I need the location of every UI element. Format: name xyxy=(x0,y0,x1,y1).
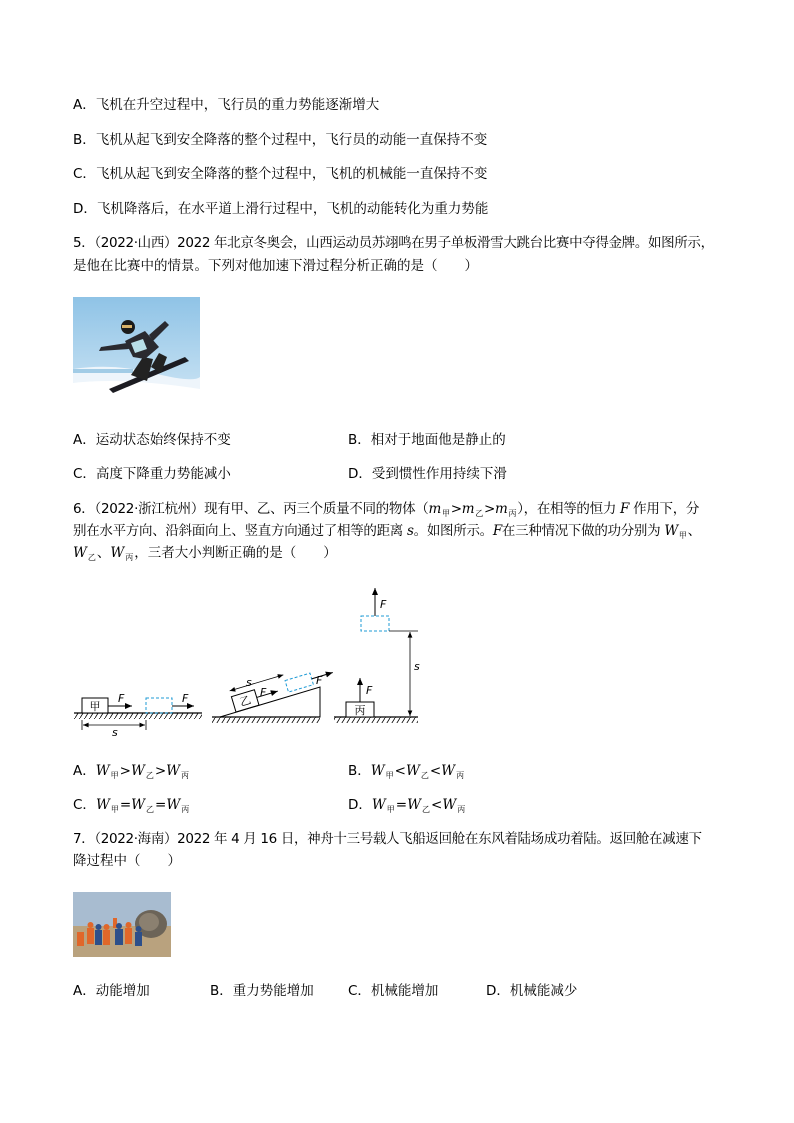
force-label-bing: F xyxy=(366,684,373,697)
q7-option-c: C．机械能增加 xyxy=(348,983,439,999)
label-bing: 丙 xyxy=(354,704,366,717)
dashed-block-bing xyxy=(361,616,389,631)
q5-stem-line1: 5．（2022·山西）2022 年北京冬奥会，山西运动员苏翊鸣在男子单板滑雪大跳台比赛中夺得金牌。如图所示， xyxy=(73,235,714,251)
q4-option-c: C．飞机从起飞到安全降落的整个过程中，飞机的机械能一直保持不变 xyxy=(73,166,488,182)
distance-label-bing: s xyxy=(414,660,420,673)
q5-option-c: C．高度下降重力势能减小 xyxy=(73,466,231,482)
force-label-yi: F xyxy=(260,686,267,699)
q5-option-d: D．受到惯性作用持续下滑 xyxy=(348,466,507,482)
label-jia: 甲 xyxy=(89,700,101,713)
distance-label-jia: s xyxy=(112,726,118,739)
q6-option-a: A．$W_甲>W_乙>W_丙$ xyxy=(73,763,190,780)
q7-option-a: A．动能增加 xyxy=(73,983,150,999)
force-label-jia: F xyxy=(118,692,125,705)
q6-option-b: B．$W_甲<W_乙<W_丙$ xyxy=(348,763,465,780)
dashed-block-jia xyxy=(146,698,172,713)
snowboarder-photo xyxy=(73,297,200,405)
force-label-yi-end: F xyxy=(316,674,323,687)
q7-stem-line1: 7．（2022·海南）2022 年 4 月 16 日，神舟十三号载人飞船返回舱在东风着陆场成功着陆。返回舱在减速下 xyxy=(73,831,702,847)
distance-label-yi: s xyxy=(246,676,252,689)
case-jia-horizontal xyxy=(74,692,202,739)
q5-option-b: B．相对于地面他是静止的 xyxy=(348,432,506,448)
landing-photo xyxy=(73,892,171,957)
q4-option-d: D．飞机降落后，在水平道上滑行过程中，飞机的动能转化为重力势能 xyxy=(73,201,489,217)
case-bing-vertical xyxy=(334,588,420,723)
q7-option-d: D．机械能减少 xyxy=(486,983,578,999)
q6-stem-line3: $W_乙$、$W_丙$，三者大小判断正确的是（ ） xyxy=(73,545,337,562)
case-yi-incline xyxy=(212,661,336,723)
dashed-block-yi xyxy=(285,673,313,692)
q6-option-c: C．$W_甲=W_乙=W_丙$ xyxy=(73,797,190,814)
q7-option-b: B．重力势能增加 xyxy=(210,983,314,999)
q7-stem-line2: 降过程中（ ） xyxy=(73,853,181,869)
q5-option-a: A．运动状态始终保持不变 xyxy=(73,432,231,448)
q5-stem-line2: 是他在比赛中的情景。下列对他加速下滑过程分析正确的是（ ） xyxy=(73,258,478,274)
q6-option-d: D．$W_甲=W_乙<W_丙$ xyxy=(348,797,466,814)
q6-stem-line2: 别在水平方向、沿斜面向上、竖直方向通过了相等的距离 s。如图所示。F在三种情况下做的功分别为 $W_甲$、 xyxy=(73,523,701,540)
q4-option-b: B．飞机从起飞到安全降落的整个过程中，飞行员的动能一直保持不变 xyxy=(73,132,488,148)
force-label-jia-end: F xyxy=(182,692,189,705)
q4-option-a: A．飞机在升空过程中，飞行员的重力势能逐渐增大 xyxy=(73,97,380,113)
force-label-bing-end: F xyxy=(380,598,387,611)
q6-stem-line1: 6．（2022·浙江杭州）现有甲、乙、丙三个质量不同的物体$(m_甲>m_乙>m_丙)$，在相等的恒力 F 作用下，分 xyxy=(73,501,700,518)
label-yi: 乙 xyxy=(238,693,253,710)
q6-force-diagram xyxy=(70,582,430,742)
